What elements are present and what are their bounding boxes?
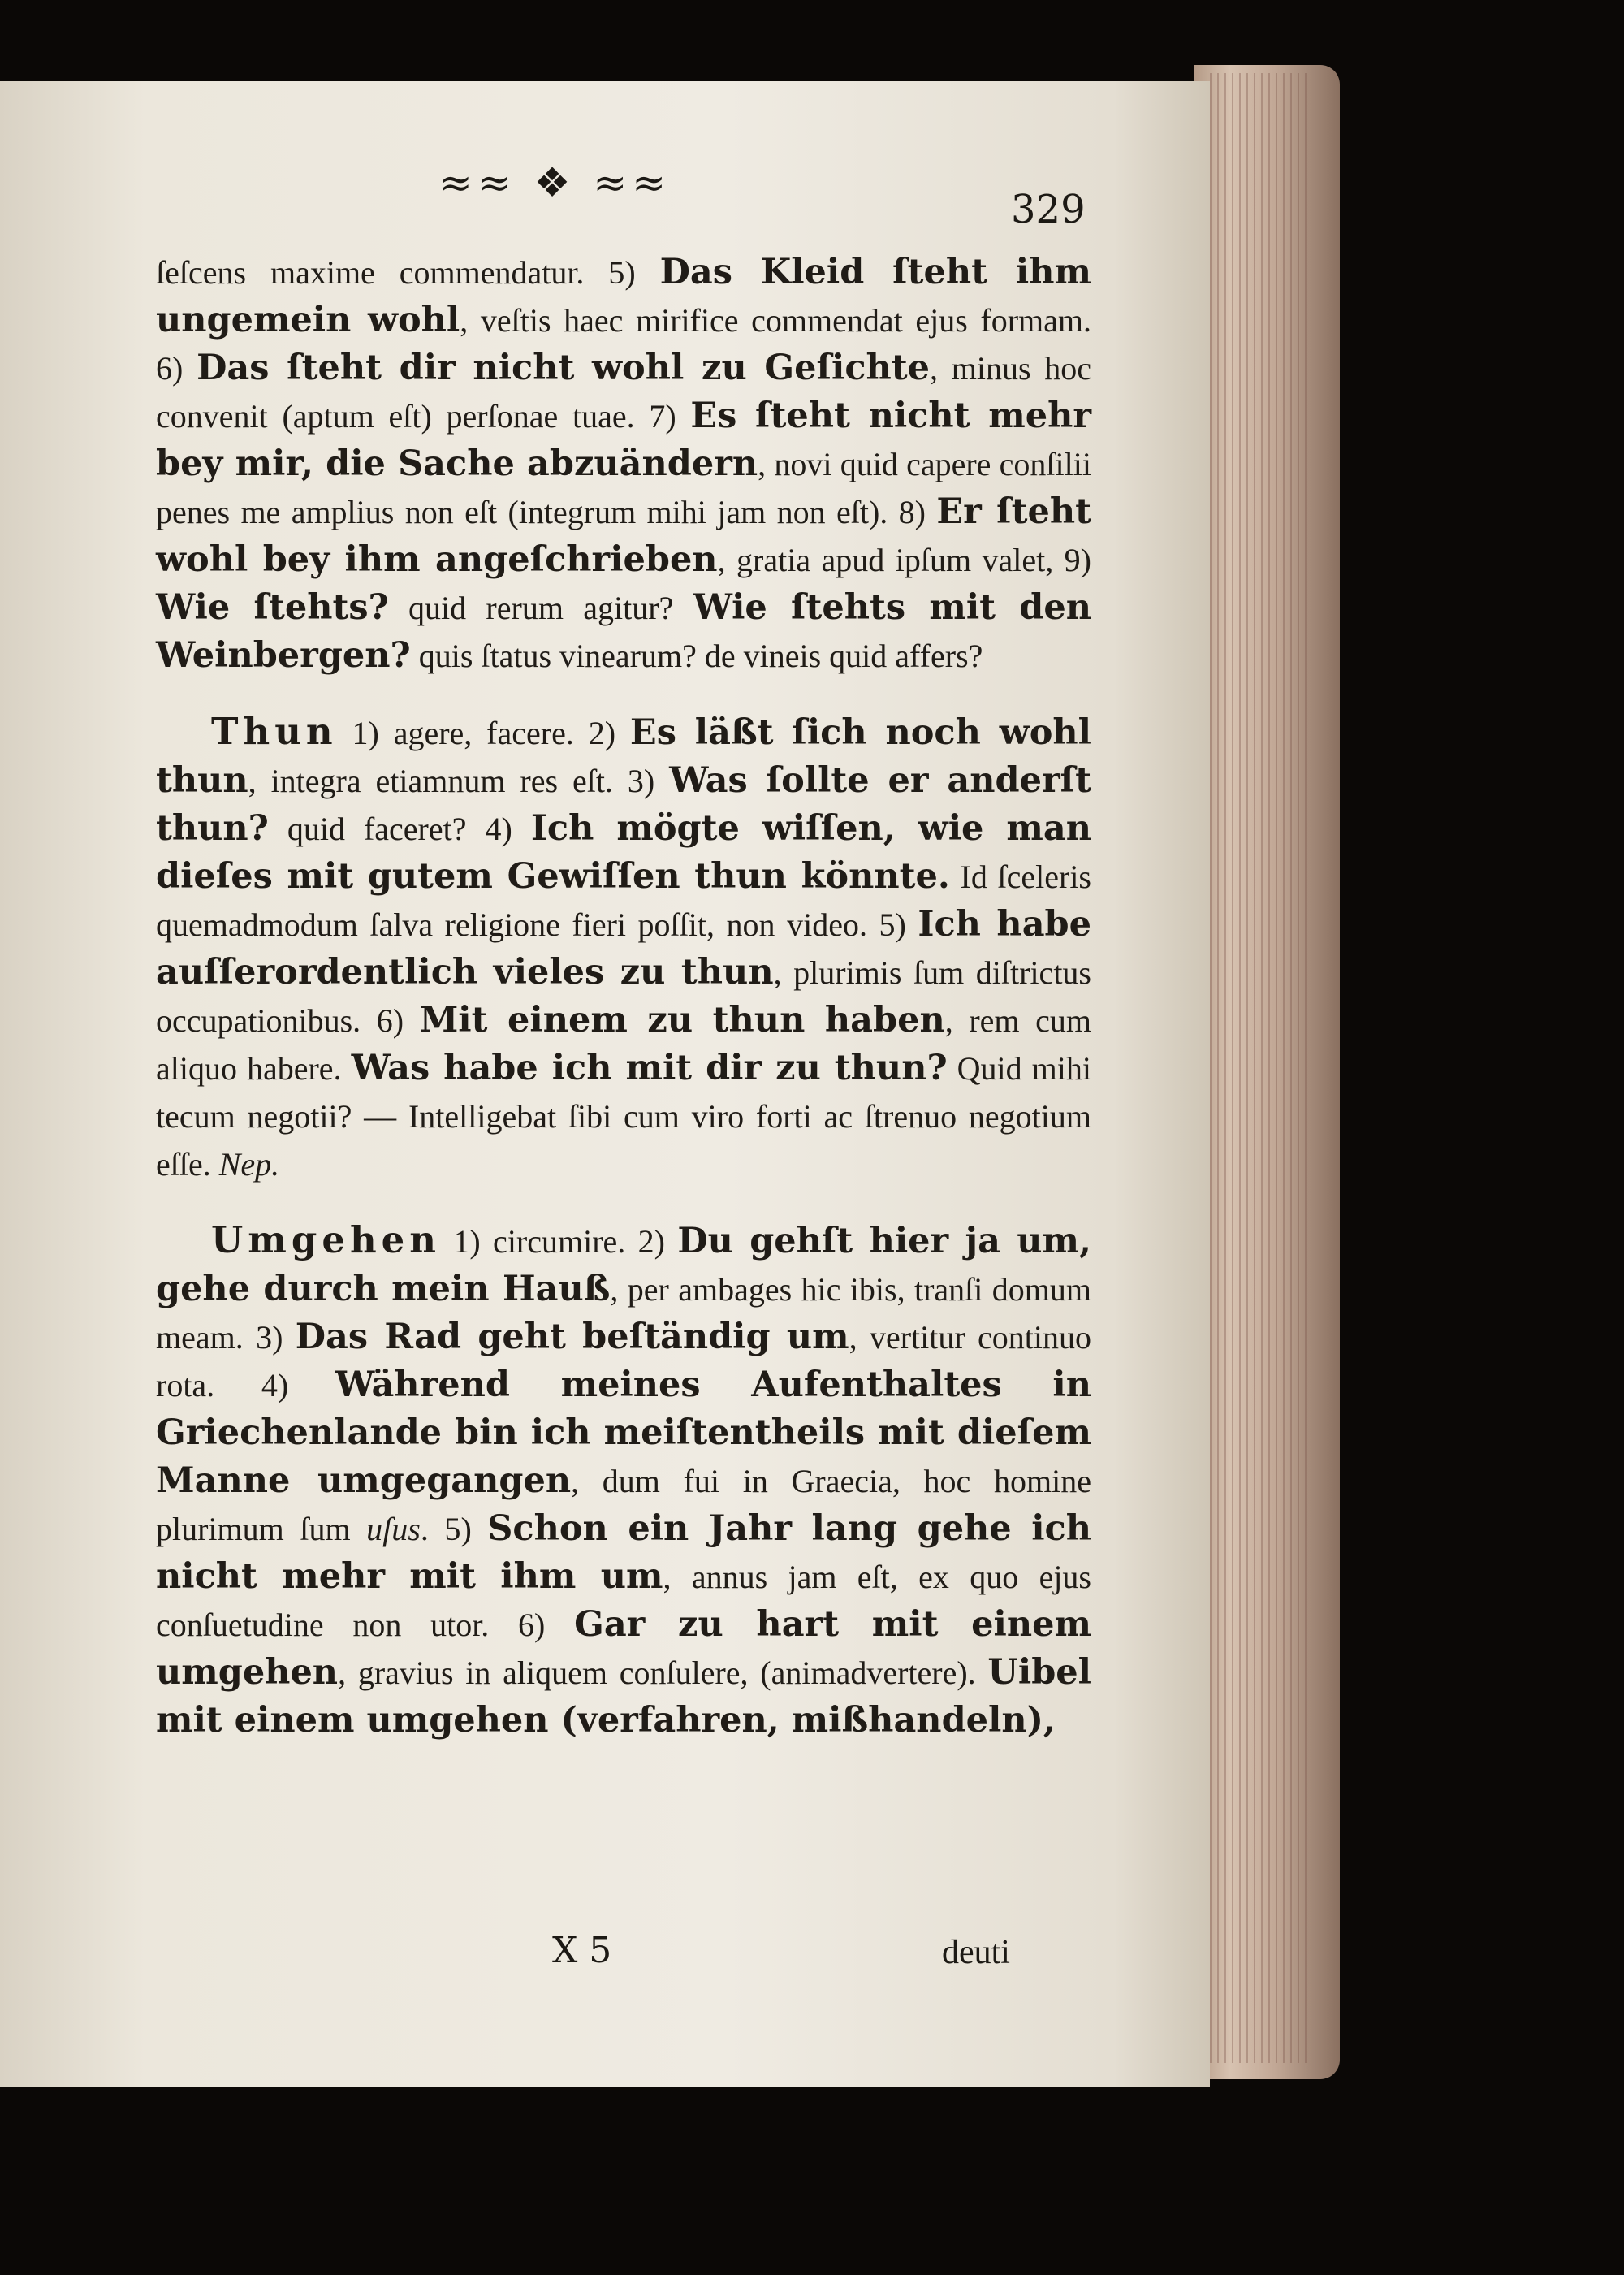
text-run: , plurimis ſum diſtrictus occupationibus. 6) bbox=[156, 954, 1091, 1039]
text-run: , dum fui in Graecia, hoc homine plurimum ſum bbox=[156, 1463, 1091, 1547]
text-run: 1) agere, facere. 2) bbox=[337, 715, 630, 751]
text-run: quis ſtatus vinearum? de vineis quid affers? bbox=[410, 638, 983, 674]
german-phrase: Während meines Aufenthaltes in Griechenlande bin ich meiſtentheils mit dieſem Manne umgegangen bbox=[156, 1365, 1091, 1501]
entry-lemma-thun: Thun bbox=[211, 710, 338, 753]
text-run: , veſtis haec mirifice commendat ejus formam. 6) bbox=[156, 302, 1091, 387]
citation-nep: Nep. bbox=[218, 1146, 280, 1183]
text-run: , gratia apud ipſum valet, 9) bbox=[717, 542, 1091, 578]
page-header bbox=[0, 154, 1210, 232]
german-phrase: Ich habe auſſerordentlich vieles zu thun bbox=[156, 904, 1091, 993]
page-text bbox=[156, 249, 1091, 1745]
german-phrase: Gar zu hart mit einem umgehen bbox=[156, 1604, 1091, 1693]
text-run: ſeſcens maxime commendatur. bbox=[156, 254, 609, 291]
german-phrase: Er ſteht wohl bey ihm angeſchrieben bbox=[156, 491, 1091, 580]
text-run: Id ſceleris quemadmodum ſalva religione fieri poſſit, non video. 5) bbox=[156, 859, 1091, 943]
text-run: , integra etiamnum res eſt. 3) bbox=[248, 763, 670, 799]
text-run: 1) circumire. 2) bbox=[441, 1223, 678, 1260]
german-phrase: Mit einem zu thun haben bbox=[419, 1000, 945, 1040]
page-footer bbox=[0, 1930, 1210, 1995]
german-phrase: Es läßt ſich noch wohl thun bbox=[156, 712, 1091, 801]
german-phrase: Wie ſtehts? bbox=[156, 587, 389, 628]
german-phrase: Das Rad geht beſtändig um bbox=[295, 1317, 849, 1357]
page-edge-lines bbox=[1210, 73, 1307, 2063]
entry-lemma-umgehen: Umgehen bbox=[211, 1218, 442, 1261]
text-run: quid faceret? 4) bbox=[268, 811, 531, 847]
german-phrase: Es ſteht nicht mehr bey mir, die Sache abzuändern bbox=[156, 396, 1091, 484]
text-run: , rem cum aliquo habere. bbox=[156, 1002, 1091, 1087]
text-run: quid rerum agitur? bbox=[388, 590, 693, 626]
german-phrase: Wie ſtehts mit den Weinbergen? bbox=[156, 587, 1091, 676]
text-run: , annus jam eſt, ex quo ejus conſuetudine non utor. 6) bbox=[156, 1559, 1091, 1643]
signature-mark: X 5 bbox=[552, 1930, 612, 1971]
german-phrase: Das Kleid ſteht ihm ungemein wohl bbox=[156, 252, 1091, 340]
text-run: , minus hoc convenit (aptum eſt) perſonae tuae. 7) bbox=[156, 350, 1092, 435]
text-run: , gravius in aliquem conſulere, (animadvertere). bbox=[338, 1654, 988, 1691]
text-run: , novi quid capere conſilii penes me amplius non eſt (integrum mihi jam non eſt). 8) bbox=[156, 446, 1091, 530]
german-phrase: Schon ein Jahr lang gehe ich nicht mehr mit ihm um bbox=[156, 1508, 1092, 1597]
text-run: . 5) bbox=[420, 1511, 488, 1547]
german-phrase: Das ſteht dir nicht wohl zu Geſichte bbox=[197, 348, 930, 388]
entry-umgehen bbox=[156, 1216, 1091, 1745]
paragraph-stehen-continued bbox=[156, 249, 1091, 680]
german-phrase: Was ſollte er anderſt thun? bbox=[156, 760, 1091, 849]
german-phrase: Ich mögte wiſſen, wie man dieſes mit gutem Gewiſſen thun könnte. bbox=[156, 808, 1091, 897]
text-run: , per ambages hic ibis, tranſi domum meam. 3) bbox=[156, 1271, 1091, 1356]
header-ornament: ≈≈ ❖ ≈≈ bbox=[438, 159, 672, 206]
text-run: Quid mihi tecum negotii? — Intelligebat ſibi cum viro forti ac ſtrenuo negotium eſſe. bbox=[156, 1050, 1092, 1183]
german-phrase: Du gehſt hier ja um, gehe durch mein Hauß bbox=[156, 1221, 1091, 1309]
italic-word: uſus bbox=[366, 1511, 421, 1547]
german-phrase: Was habe ich mit dir zu thun? bbox=[351, 1048, 948, 1088]
catchword: deuti bbox=[942, 1934, 1010, 1971]
text-run: 5) bbox=[608, 254, 660, 291]
entry-thun bbox=[156, 707, 1091, 1188]
german-phrase: Uibel mit einem umgehen (verfahren, mißhandeln), bbox=[156, 1652, 1091, 1741]
text-run: , vertitur continuo rota. 4) bbox=[156, 1319, 1091, 1403]
page-number: 329 bbox=[1011, 187, 1086, 232]
